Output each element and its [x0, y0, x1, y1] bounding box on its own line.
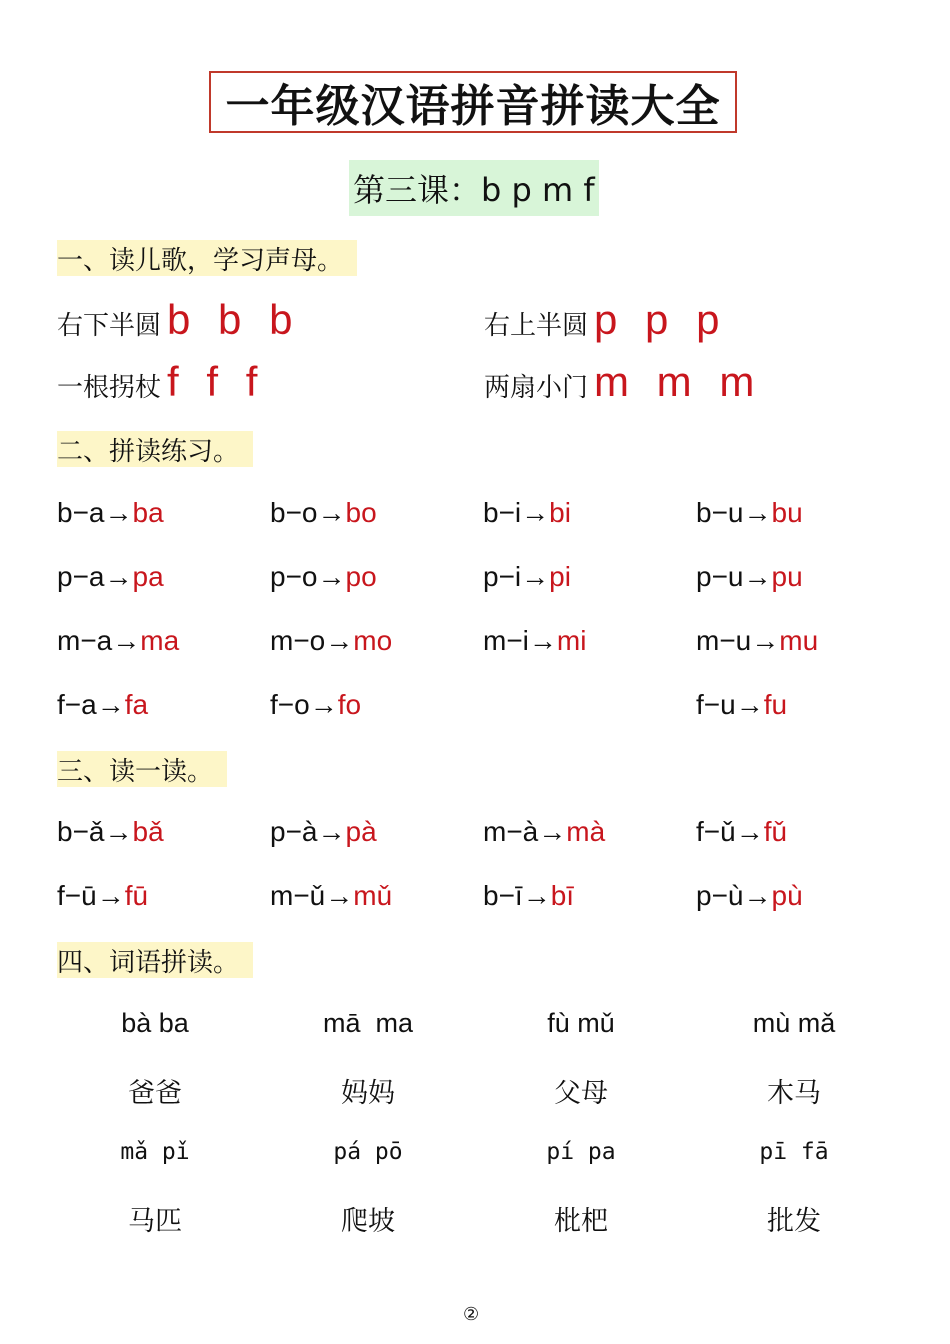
- practice-item: [270, 497, 377, 529]
- section-heading-rhyme: 一、读儿歌，学习声母。: [57, 240, 357, 276]
- practice-item: [270, 625, 392, 657]
- practice-item: [57, 625, 179, 657]
- tone-question: p−à→: [270, 816, 346, 847]
- section-heading-words: 四、词语拼读。: [57, 942, 253, 978]
- tone-answer: bǎ: [132, 816, 164, 847]
- practice-answer: pu: [771, 561, 803, 592]
- tone-answer: mà: [566, 816, 606, 847]
- word-hanzi: 爸爸: [128, 1078, 182, 1109]
- tone-item: [483, 816, 605, 848]
- practice-question: p−a→: [57, 561, 133, 592]
- word-pinyin: pī fā: [759, 1139, 829, 1165]
- practice-item: [483, 625, 586, 657]
- practice-item: [483, 497, 571, 529]
- page-title: 一年级汉语拼音拼读大全: [209, 71, 737, 133]
- practice-answer: mu: [779, 625, 819, 656]
- tone-item: [57, 880, 148, 912]
- word-pinyin: pá pō: [333, 1139, 403, 1165]
- word-pinyin: pí pa: [546, 1139, 616, 1165]
- practice-answer: ma: [140, 625, 180, 656]
- practice-question: p−i→: [483, 561, 550, 592]
- word-pinyin: mǎ pǐ: [120, 1139, 190, 1165]
- word-hanzi: 父母: [554, 1078, 608, 1109]
- tone-item: [270, 880, 392, 912]
- word-hanzi: 妈妈: [341, 1078, 395, 1109]
- tone-question: b−ǎ→: [57, 816, 133, 847]
- practice-question: m−o→: [270, 625, 354, 656]
- word-hanzi: 爬坡: [341, 1206, 395, 1237]
- tone-item: [696, 816, 787, 848]
- tone-item: [696, 880, 803, 912]
- tone-question: f−ǔ→: [696, 816, 764, 847]
- tone-answer: mǔ: [353, 880, 393, 911]
- word-pinyin: mā ma: [322, 1008, 414, 1038]
- tone-question: f−ū→: [57, 880, 125, 911]
- word-hanzi: 枇杷: [554, 1206, 608, 1237]
- tone-item: [270, 816, 377, 848]
- practice-answer: bo: [345, 497, 377, 528]
- rhyme-line: [484, 296, 727, 344]
- practice-answer: fu: [763, 689, 788, 720]
- practice-answer: bi: [549, 497, 571, 528]
- rhyme-letters: b b b: [167, 296, 301, 343]
- rhyme-text: 右上半圆: [484, 311, 589, 341]
- rhyme-text: 右下半圆: [57, 311, 162, 341]
- practice-item: [57, 689, 148, 721]
- practice-answer: mi: [556, 625, 587, 656]
- word-pinyin: bà ba: [121, 1008, 189, 1038]
- practice-question: b−a→: [57, 497, 133, 528]
- rhyme-line: [57, 296, 300, 344]
- word-hanzi: 木马: [767, 1078, 821, 1109]
- tone-question: m−à→: [483, 816, 567, 847]
- lesson-subtitle: 第三课：b p m f: [349, 160, 599, 216]
- practice-question: b−i→: [483, 497, 550, 528]
- word-hanzi: 马匹: [128, 1206, 182, 1237]
- practice-answer: pi: [549, 561, 571, 592]
- tone-question: b−ī→: [483, 880, 551, 911]
- rhyme-line: [57, 358, 265, 406]
- practice-question: m−a→: [57, 625, 141, 656]
- practice-item: [270, 561, 377, 593]
- practice-question: m−u→: [696, 625, 780, 656]
- section-heading-practice: 二、拼读练习。: [57, 431, 253, 467]
- practice-item: [696, 625, 818, 657]
- practice-item: [57, 561, 164, 593]
- practice-question: f−a→: [57, 689, 125, 720]
- rhyme-line: [484, 358, 762, 406]
- practice-item: [57, 497, 164, 529]
- tone-answer: pà: [345, 816, 377, 847]
- practice-question: b−o→: [270, 497, 346, 528]
- practice-answer: fo: [337, 689, 362, 720]
- practice-answer: ba: [132, 497, 164, 528]
- practice-item: [696, 497, 803, 529]
- tone-answer: bī: [550, 880, 575, 911]
- practice-item: [270, 689, 361, 721]
- tone-item: [57, 816, 164, 848]
- practice-question: p−u→: [696, 561, 772, 592]
- section-heading-read: 三、读一读。: [57, 751, 227, 787]
- practice-question: p−o→: [270, 561, 346, 592]
- practice-question: f−o→: [270, 689, 338, 720]
- rhyme-letters: p p p: [594, 296, 728, 343]
- tone-item: [483, 880, 574, 912]
- practice-answer: mo: [353, 625, 393, 656]
- word-pinyin: mù mǎ: [752, 1008, 836, 1038]
- rhyme-letters: f f f: [167, 358, 266, 405]
- tone-answer: fū: [124, 880, 149, 911]
- practice-item: [483, 561, 571, 593]
- rhyme-text: 两扇小门: [484, 373, 589, 403]
- practice-question: b−u→: [696, 497, 772, 528]
- tone-question: p−ù→: [696, 880, 772, 911]
- word-hanzi: 批发: [767, 1206, 821, 1237]
- tone-question: m−ǔ→: [270, 880, 354, 911]
- rhyme-text: 一根拐杖: [57, 373, 162, 403]
- practice-item: [696, 561, 803, 593]
- practice-answer: fa: [124, 689, 149, 720]
- practice-question: f−u→: [696, 689, 764, 720]
- tone-answer: pù: [771, 880, 803, 911]
- page-number: ②: [463, 1304, 480, 1325]
- tone-answer: fǔ: [763, 816, 788, 847]
- practice-answer: pa: [132, 561, 164, 592]
- practice-answer: po: [345, 561, 377, 592]
- word-pinyin: fù mǔ: [547, 1008, 615, 1038]
- rhyme-letters: m m m: [594, 358, 763, 405]
- practice-item: [696, 689, 787, 721]
- practice-answer: bu: [771, 497, 803, 528]
- practice-question: m−i→: [483, 625, 557, 656]
